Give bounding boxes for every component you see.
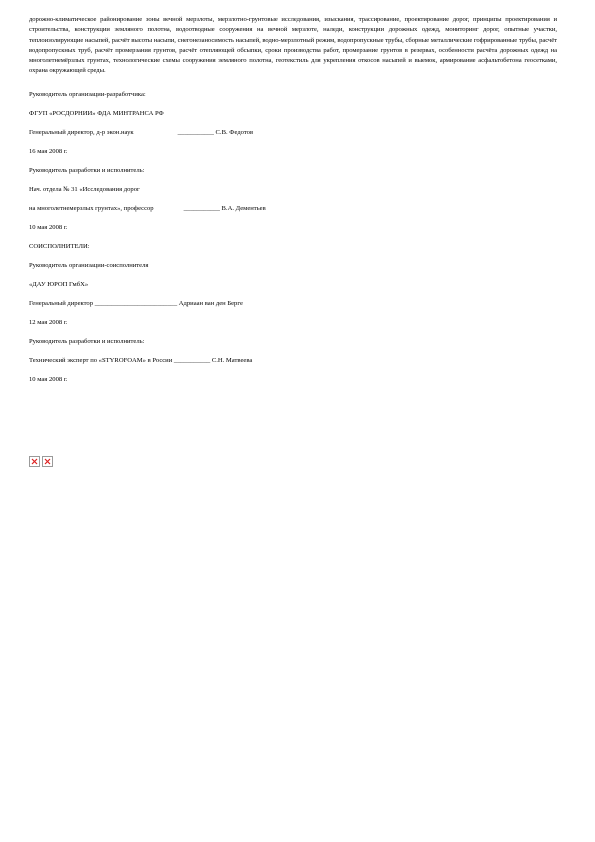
broken-image-icon[interactable] <box>29 456 40 467</box>
position-title: на многолетнемерзлых грунтах», профессор <box>29 204 154 212</box>
signature-line-matveeva <box>29 357 557 365</box>
date: 10 мая 2008 г. <box>29 375 68 383</box>
image-placeholders <box>29 456 53 467</box>
signer-name: С.В. Федотов <box>215 128 254 136</box>
signature-line-fedotov <box>29 129 557 137</box>
co-executor-organization: «ДАУ ЮРОП ГмбХ» <box>29 280 89 288</box>
signature-line-van-den-berge <box>29 300 557 308</box>
document-page <box>29 15 557 384</box>
signer-name: С.Н. Матвеева <box>211 356 253 364</box>
developer-organization: ФГУП «РОСДОРНИИ» ФДА МИНТРАНСА РФ <box>29 109 164 117</box>
position-title: Технический эксперт по «STYROFOAM» в России <box>29 356 173 364</box>
signature-line-dementyev <box>29 205 557 213</box>
signer-name: Адриаан ван ден Берге <box>178 299 243 307</box>
co-executors-heading: СОИСПОЛНИТЕЛИ: <box>29 242 90 250</box>
date: 12 мая 2008 г. <box>29 318 68 326</box>
broken-image-icon[interactable] <box>42 456 53 467</box>
date: 16 мая 2008 г. <box>29 147 68 155</box>
signature-blank: ___________ <box>183 204 220 212</box>
body-paragraph: дорожно-климатическое районирование зоны вечной мерзлоты, мерзлотно-грунтовые исследования, изыскания, трассирование, проектирование дорог, принципы проектирования и строительства, конструкции земляного полотна, водоотводные сооружения на вечной мерзлоте, наледи, конструкции дорожных одежд, мониторинг дорог, опытные участки, теплоизолирующие насыпей, расчёт высоты насыпи, снегонезаносимость насыпей, водно-мерзлотный режим, водопропускные трубы, сборные металлические гофрированные трубы, расчёт водопропускных труб, расчёт промерзания грунтов, расчёт отепляющей обсыпки, сроки производства работ, промерзание грунтов в резервах, особенности расчёта дорожных одежд на многолетнемёрзлых грунтах, технологические схемы сооружения земляного полотна, геотекстиль для укрепления откосов насыпей и выемок, армирование асфальтобетона геосетками, охрана окружающей среды. <box>29 16 557 75</box>
signature-blank: ___________ <box>177 128 214 136</box>
signature-blank: _________________________ <box>94 299 178 307</box>
position-title: Генеральный директор <box>29 299 94 307</box>
development-head-label: Руководитель разработки и исполнитель: <box>29 337 145 345</box>
signer-name: В.А. Дементьев <box>221 204 266 212</box>
department-title: Нач. отдела № 31 «Исследования дорог <box>29 185 140 193</box>
developer-head-label: Руководитель организации-разработчика: <box>29 90 146 98</box>
co-executor-head-label: Руководитель организации-соисполнителя <box>29 261 149 269</box>
development-head-label: Руководитель разработки и исполнитель: <box>29 166 145 174</box>
signature-blank: ___________ <box>173 356 211 364</box>
date: 10 мая 2008 г. <box>29 223 68 231</box>
position-title: Генеральный директор, д-р экон.наук <box>29 128 134 136</box>
